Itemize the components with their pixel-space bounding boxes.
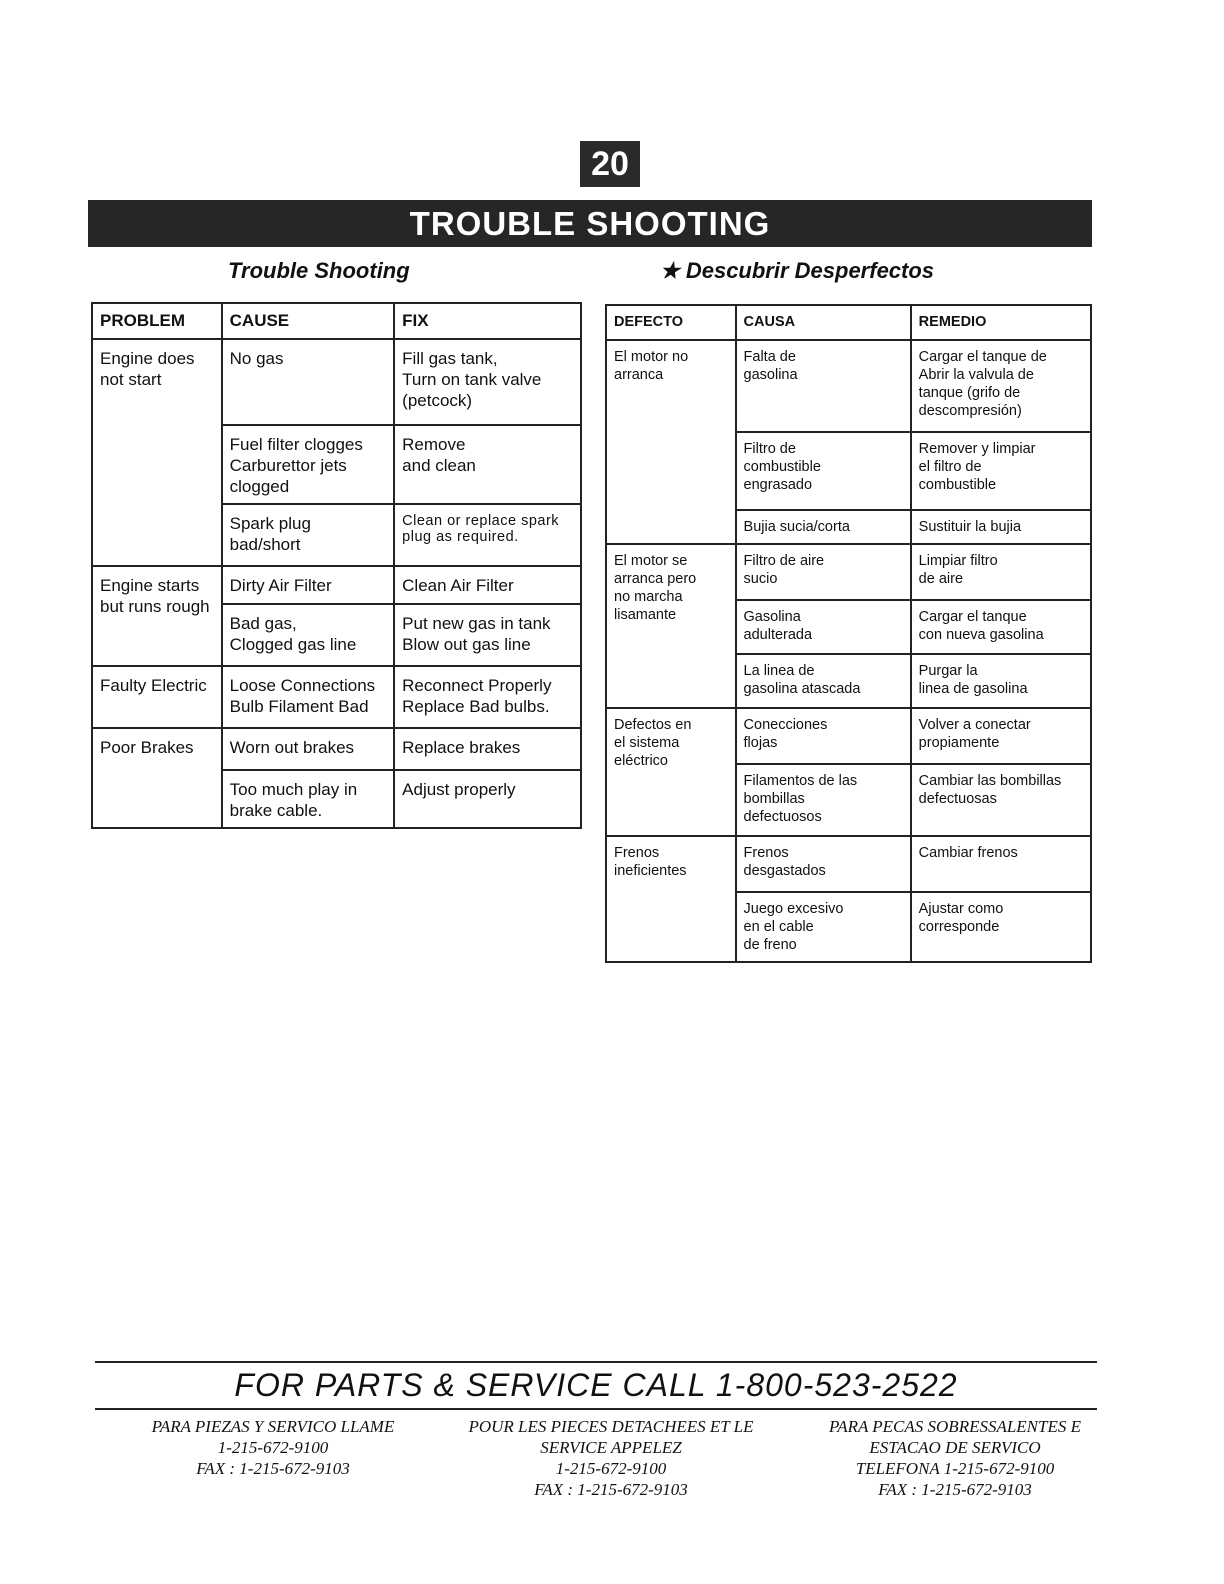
cause-cell: La linea de gasolina atascada xyxy=(736,654,911,708)
fix-cell: Adjust properly xyxy=(394,770,581,828)
problem-cell: Poor Brakes xyxy=(92,728,222,828)
header-cause: CAUSE xyxy=(222,303,395,339)
fix-cell: Cargar el tanque con nueva gasolina xyxy=(911,600,1091,654)
footer-portuguese-contact xyxy=(796,1416,1114,1500)
footer-line: POUR LES PIECES DETACHEES ET LE xyxy=(468,1417,754,1436)
english-subtitle: Trouble Shooting xyxy=(228,258,410,283)
cause-cell: No gas xyxy=(222,339,395,425)
cause-cell: Frenos desgastados xyxy=(736,836,911,892)
cause-cell: Bad gas, Clogged gas line xyxy=(222,604,395,666)
header-problem: PROBLEM xyxy=(92,303,222,339)
problem-cell: Defectos en el sistema eléctrico xyxy=(606,708,736,836)
fix-cell: Volver a conectar propiamente xyxy=(911,708,1091,764)
problem-cell: Engine does not start xyxy=(92,339,222,566)
fix-cell: Cambiar las bombillas defectuosas xyxy=(911,764,1091,836)
fix-cell: Purgar la linea de gasolina xyxy=(911,654,1091,708)
cause-cell: Bujia sucia/corta xyxy=(736,510,911,544)
footer-line: PARA PECAS SOBRESSALENTES E xyxy=(829,1417,1081,1436)
fix-cell: Sustituir la bujia xyxy=(911,510,1091,544)
fix-cell: Put new gas in tank Blow out gas line xyxy=(394,604,581,666)
footer-line: FAX : 1-215-672-9103 xyxy=(878,1480,1032,1499)
footer-line: 1-215-672-9100 xyxy=(555,1459,667,1478)
header-remedio: REMEDIO xyxy=(911,305,1091,340)
spanish-troubleshooting-table xyxy=(605,304,1092,963)
cause-cell: Gasolina adulterada xyxy=(736,600,911,654)
page-number: 20 xyxy=(580,141,640,187)
fix-cell: Remove and clean xyxy=(394,425,581,504)
footer-line: ESTACAO DE SERVICO xyxy=(869,1438,1041,1457)
cause-cell: Filamentos de las bombillas defectuosos xyxy=(736,764,911,836)
cause-cell: Conecciones flojas xyxy=(736,708,911,764)
cause-cell: Too much play in brake cable. xyxy=(222,770,395,828)
footer-top-rule xyxy=(95,1361,1097,1363)
fix-cell: Replace brakes xyxy=(394,728,581,770)
header-defecto: DEFECTO xyxy=(606,305,736,340)
footer-line: PARA PIEZAS Y SERVICO LLAME xyxy=(151,1417,395,1436)
problem-cell: Engine starts but runs rough xyxy=(92,566,222,666)
footer-french-contact xyxy=(446,1416,776,1500)
fix-cell: Remover y limpiar el filtro de combustible xyxy=(911,432,1091,510)
page-title-banner: TROUBLE SHOOTING xyxy=(88,200,1092,247)
cause-cell: Worn out brakes xyxy=(222,728,395,770)
fix-cell: Cambiar frenos xyxy=(911,836,1091,892)
footer-spanish-contact xyxy=(128,1416,418,1479)
cause-cell: Filtro de combustible engrasado xyxy=(736,432,911,510)
cause-cell: Juego excesivo en el cable de freno xyxy=(736,892,911,962)
fix-cell: Cargar el tanque de Abrir la valvula de tanque (grifo de descompresión) xyxy=(911,340,1091,432)
parts-service-phone: FOR PARTS & SERVICE CALL 1-800-523-2522 xyxy=(234,1367,958,1403)
header-fix: FIX xyxy=(394,303,581,339)
fix-cell: Reconnect Properly Replace Bad bulbs. xyxy=(394,666,581,728)
cause-cell: Fuel filter clogges Carburettor jets clogged xyxy=(222,425,395,504)
problem-cell: Frenos ineficientes xyxy=(606,836,736,962)
fix-cell: Fill gas tank, Turn on tank valve (petcock) xyxy=(394,339,581,425)
problem-cell: El motor se arranca pero no marcha lisamante xyxy=(606,544,736,708)
footer-bottom-rule xyxy=(95,1408,1097,1410)
problem-cell: El motor no arranca xyxy=(606,340,736,544)
footer-line: SERVICE APPELEZ xyxy=(540,1438,682,1457)
footer-line: TELEFONA 1-215-672-9100 xyxy=(855,1459,1055,1478)
fix-cell: Ajustar como corresponde xyxy=(911,892,1091,962)
cause-cell: Falta de gasolina xyxy=(736,340,911,432)
header-causa: CAUSA xyxy=(736,305,911,340)
cause-cell: Filtro de aire sucio xyxy=(736,544,911,600)
fix-cell: Clean or replace spark plug as required. xyxy=(394,504,581,566)
cause-cell: Loose Connections Bulb Filament Bad xyxy=(222,666,395,728)
fix-cell: Limpiar filtro de aire xyxy=(911,544,1091,600)
footer-line: FAX : 1-215-672-9103 xyxy=(196,1459,350,1478)
footer-line: 1-215-672-9100 xyxy=(217,1438,329,1457)
english-troubleshooting-table xyxy=(91,302,582,829)
fix-cell: Clean Air Filter xyxy=(394,566,581,604)
footer-line: FAX : 1-215-672-9103 xyxy=(534,1480,688,1499)
cause-cell: Dirty Air Filter xyxy=(222,566,395,604)
cause-cell: Spark plug bad/short xyxy=(222,504,395,566)
problem-cell: Faulty Electric xyxy=(92,666,222,728)
spanish-subtitle: ★ Descubrir Desperfectos xyxy=(660,258,935,283)
